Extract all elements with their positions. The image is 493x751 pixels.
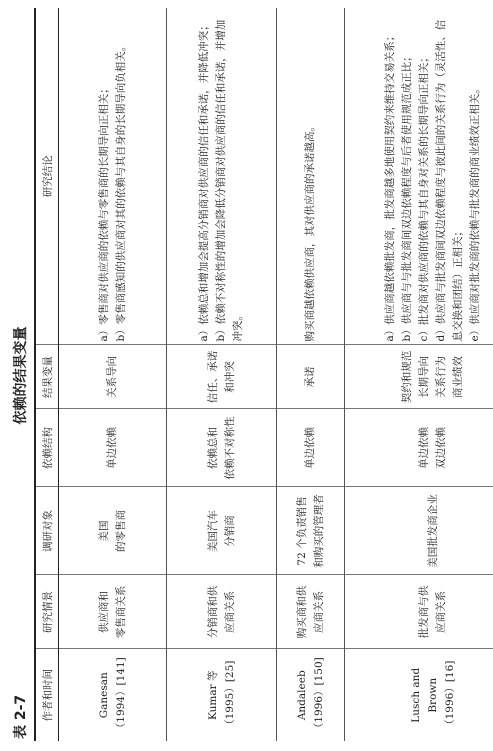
header-outcome: 结果变量 [35,345,59,409]
table-row [59,8,167,741]
subject-cell: 美国批发商企业 [345,487,493,575]
structure-cell: 单边依赖 双边依赖 [345,409,493,487]
outcome-cell: 关系导向 [59,345,167,409]
subject-cell: 美国汽车 分销商 [167,487,277,575]
outcome-cell: 契约和规范 长期导向 关系行为 商业绩效 [345,345,493,409]
conclusion-cell: a）供应商越依赖批发商，批发商越多地使用契约来维持交易关系； b）供应商与与批发商间双边依赖程度与后者使用规范成正比； c）批发商对供应商的依赖与其自身对关系的长期导向正相关； d）供应商与批发商间双边依赖程度与彼此间的关系行为（灵活性、信息交换和团结）正相关； e）供应商对批发商的依赖与批发商的商业绩效正相关。 [345,8,493,345]
author-cell: Kumar 等 （1995）[25] [167,649,277,741]
author-cell: Andaleeb （1996）[150] [277,649,345,741]
header-structure: 依赖结构 [35,409,59,487]
header-conclusion: 研究结论 [35,8,59,345]
outcome-cell: 信任、承诺 和冲突 [167,345,277,409]
subject-cell: 美国 的零售商 [59,487,167,575]
conclusion-cell: 购买商越依赖供应商，其对供应商的承诺越高。 [277,8,345,345]
author-cell: Lusch and Brown （1996）[16] [345,649,493,741]
conclusion-cell: a）依赖总和增加会提高分销商对供应商的信任和承诺，并降低冲突； b）依赖不对称性的增加会降低分销商对供应商的信任和承诺，并增加冲突。 [167,8,277,345]
outcome-cell: 承诺 [277,345,345,409]
conclusion-cell: a）零售商对供应商的依赖与零售商的长期导向正相关； b）零售商感知的供应商对其的依赖与其自身的长期导向负相关。 [59,8,167,345]
context-cell: 批发商与供 应商关系 [345,575,493,649]
results-table [34,8,493,741]
table-row [277,8,345,741]
context-cell: 供应商和 零售商关系 [59,575,167,649]
context-cell: 分销商和供 应商关系 [167,575,277,649]
context-cell: 购买商和供 应商关系 [277,575,345,649]
table-title: 依赖的结果变量 [13,326,29,425]
table-row [345,8,493,741]
structure-cell: 依赖总和 依赖不对称性 [167,409,277,487]
table-row [167,8,277,741]
subject-cell: 72 个负责销售 和购买的管理者 [277,487,345,575]
table-number: 表 2-7 [13,694,29,739]
table-heading [8,0,32,751]
structure-cell: 单边依赖 [277,409,345,487]
header-row [35,8,59,741]
header-author: 作者和时间 [35,649,59,741]
header-context: 研究情景 [35,575,59,649]
author-cell: Ganesan （1994）[141] [59,649,167,741]
header-subject: 调研对象 [35,487,59,575]
structure-cell: 单边依赖 [59,409,167,487]
